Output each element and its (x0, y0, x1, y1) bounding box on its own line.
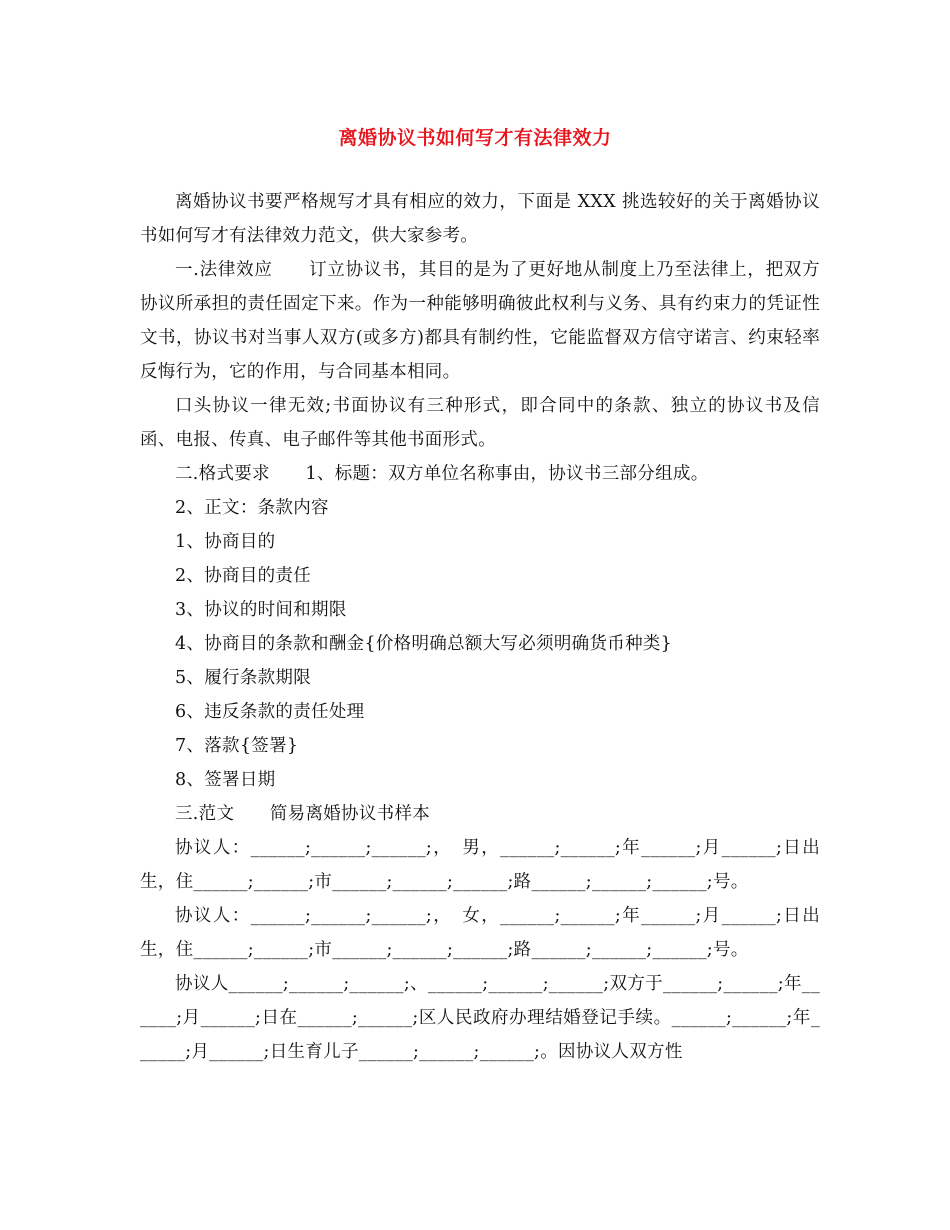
document-title: 离婚协议书如何写才有法律效力 (338, 127, 612, 149)
list-item: 1、协商目的 (175, 532, 276, 552)
legal-effect-paragraph: 一.法律效应 订立协议书，其目的是为了更好地从制度上乃至法律上，把双方协议所承担的责任固定下来。作为一种能够明确彼此权利与义务、具有约束力的凭证性文书，协议书对当事人双方(或多方)都具有制约性，它能监督双方信守诺言、约束轻率反悔行为，它的作用，与合同基本相同。 (140, 260, 820, 382)
list-item: 5、履行条款期限 (175, 668, 312, 688)
list-item: 6、违反条款的责任处理 (175, 702, 365, 722)
list-item: 7、落款{签署} (175, 736, 299, 756)
list-item: 8、签署日期 (175, 770, 276, 790)
intro-paragraph: 离婚协议书要严格规写才具有相应的效力，下面是 XXX 挑选较好的关于离婚协议书如何写才有法律效力范文，供大家参考。 (140, 192, 820, 246)
list-item: 3、协议的时间和期限 (175, 600, 347, 620)
list-item: 2、协商目的责任 (175, 566, 312, 586)
list-item: 2、正文：条款内容 (175, 498, 329, 518)
party-male-paragraph: 协议人：______;______;______;， 男，______;______;年______;月______;日出生，住______;______;市______;______;______;路______;______;______;号。 (140, 838, 820, 892)
sample-heading: 三.范文 简易离婚协议书样本 (175, 804, 431, 824)
oral-agreement-paragraph: 口头协议一律无效;书面协议有三种形式，即合同中的条款、独立的协议书及信函、电报、传真、电子邮件等其他书面形式。 (140, 396, 820, 450)
list-item: 4、协商目的条款和酬金{价格明确总额大写必须明确货币种类} (175, 634, 673, 654)
format-requirements-heading: 二.格式要求 1、标题：双方单位名称事由，协议书三部分组成。 (175, 464, 709, 484)
party-female-paragraph: 协议人：______;______;______;， 女，______;______;年______;月______;日出生，住______;______;市______;______;______;路______;______;______;号。 (140, 906, 820, 960)
document-body (140, 185, 820, 1069)
marriage-registration-paragraph: 协议人______;______;______;、______;______;______;双方于______;______;年______;月______;日在______;______;区人民政府办理结婚登记手续。______;______;年______;月______;日生育儿子______;______;______;。因协议人双方性 (140, 974, 820, 1062)
